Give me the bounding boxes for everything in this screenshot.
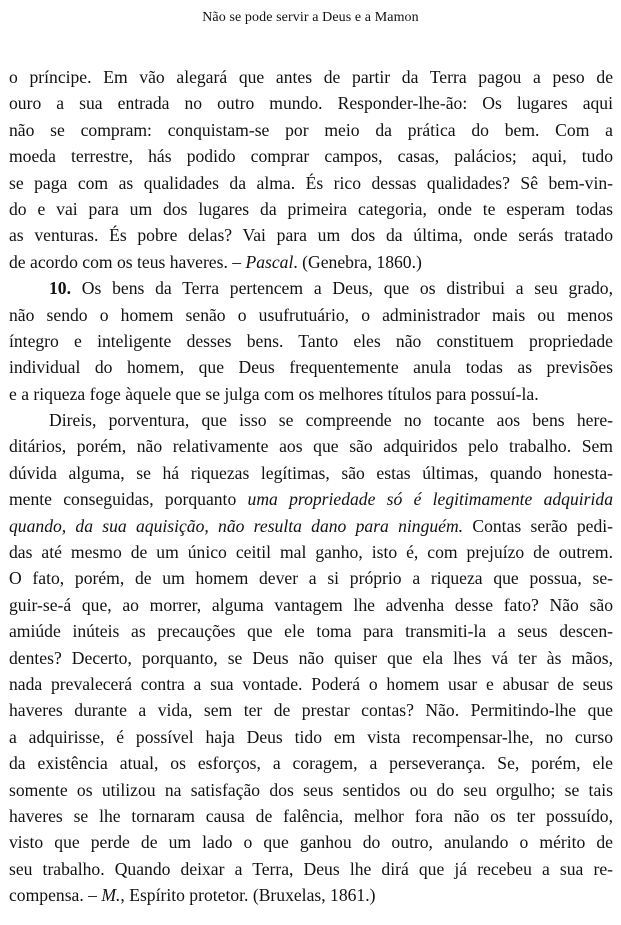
text-line bbox=[9, 90, 613, 116]
italic-text: M. bbox=[101, 885, 121, 906]
text-run: . (Genebra, 1860.) bbox=[293, 251, 422, 272]
paragraph-number: 10. bbox=[49, 278, 71, 299]
text-run: , Espírito protetor. (Bruxelas, 1861.) bbox=[120, 885, 376, 906]
text-run: da existência atual, os esforços, a coragem, a perseverança. Se, porém, ele bbox=[9, 753, 613, 774]
text-run: guir-se-á que, ao morrer, alguma vantagem lhe advenha desse fato? Não são bbox=[9, 594, 613, 615]
text-run: das até mesmo de um único ceitil mal ganho, isto é, com prejuízo de outrem. bbox=[9, 542, 613, 563]
text-run: haveres durante a vida, sem ter de prestar contas? Não. Permitindo-lhe que bbox=[9, 700, 613, 721]
text-run: Os bens da Terra pertencem a Deus, que os distribui a seu grado, bbox=[71, 278, 613, 299]
text-run: seu trabalho. Quando deixar a Terra, Deus lhe dirá que já recebeu a sua re- bbox=[9, 858, 613, 879]
text-line bbox=[9, 222, 613, 248]
text-line bbox=[9, 513, 613, 539]
italic-text: uma propriedade só é legitimamente adquirida bbox=[247, 489, 613, 510]
text-run: visto que perde de um lado o que ganhou do outro, anulando o mérito de bbox=[9, 832, 613, 853]
text-line bbox=[9, 249, 613, 275]
text-run: O fato, porém, de um homem dever a si próprio a riqueza que possua, se- bbox=[9, 568, 613, 589]
text-line bbox=[9, 381, 613, 407]
text-run: a adquirisse, é possível haja Deus tido em vista recompensar-lhe, no curso bbox=[9, 726, 613, 747]
text-run: íntegro e inteligente desses bens. Tanto eles não constituem propriedade bbox=[9, 330, 613, 351]
text-run: compensa. – bbox=[9, 885, 102, 906]
text-run: mente conseguidas, porquanto bbox=[9, 489, 248, 510]
text-line bbox=[9, 803, 613, 829]
text-line bbox=[9, 170, 613, 196]
text-run: não sendo o homem senão o usufrutuário, o administrador mais ou menos bbox=[9, 304, 613, 325]
text-line bbox=[9, 460, 613, 486]
text-line bbox=[9, 645, 613, 671]
text-run: ouro a sua entrada no outro mundo. Responder-lhe-ão: Os lugares aqui bbox=[9, 93, 613, 114]
text-line bbox=[9, 671, 613, 697]
text-run: se paga com as qualidades da alma. És rico dessas qualidades? Sê bem-vin- bbox=[9, 172, 613, 193]
text-line bbox=[9, 750, 613, 776]
text-line bbox=[9, 486, 613, 512]
text-run: de acordo com os teus haveres. – bbox=[9, 251, 246, 272]
text-run: Direis, porventura, que isso se compreende no tocante aos bens here- bbox=[49, 410, 613, 431]
text-run: do e vai para um dos lugares da primeira categoria, onde te esperam todas bbox=[9, 198, 613, 219]
text-run: Contas serão pedi- bbox=[463, 515, 613, 536]
running-head-title: Não se pode servir a Deus e a Mamon bbox=[202, 10, 419, 25]
text-run: ditários, porém, não relativamente aos que são adquiridos pelo trabalho. Sem bbox=[9, 436, 613, 457]
text-line bbox=[9, 856, 613, 882]
text-line bbox=[9, 64, 613, 90]
text-run: dúvida alguma, se há riquezas legítimas, são estas últimas, quando honesta- bbox=[9, 462, 613, 483]
text-line bbox=[9, 117, 613, 143]
italic-text: quando, da sua aquisição, não resulta dano para ninguém. bbox=[9, 515, 464, 536]
text-run: amiúde inúteis as precauções que ele toma para transmiti-la a seus descen- bbox=[9, 621, 613, 642]
text-line bbox=[9, 433, 613, 459]
text-line bbox=[9, 539, 613, 565]
text-run: não se compram: conquistam-se por meio da prática do bem. Com a bbox=[9, 119, 613, 140]
text-run: individual do homem, que Deus frequentemente anula todas as previsões bbox=[9, 357, 613, 378]
text-line bbox=[9, 302, 613, 328]
text-line bbox=[9, 143, 613, 169]
text-line bbox=[9, 275, 613, 301]
text-line bbox=[9, 592, 613, 618]
text-run: nada prevalecerá contra a sua vontade. Poderá o homem usar e abusar de seus bbox=[9, 673, 613, 694]
text-line bbox=[9, 407, 613, 433]
text-run: as venturas. És pobre delas? Vai para um dos da última, onde serás tratado bbox=[9, 225, 613, 246]
text-line bbox=[9, 354, 613, 380]
body-text bbox=[9, 64, 613, 909]
text-line bbox=[9, 328, 613, 354]
text-run: somente os utilizou na satisfação dos seus sentidos ou do seu orgulho; se tais bbox=[9, 779, 613, 800]
text-run: dentes? Decerto, porquanto, se Deus não quiser que ela lhes vá ter às mãos, bbox=[9, 647, 613, 668]
italic-text: Pascal bbox=[245, 251, 294, 272]
text-run: moeda terrestre, hás podido comprar campos, casas, palácios; aqui, tudo bbox=[9, 146, 613, 167]
text-line bbox=[9, 724, 613, 750]
text-line bbox=[9, 618, 613, 644]
text-line bbox=[9, 829, 613, 855]
text-run: haveres se lhe tornaram causa de falência, melhor fora não os ter possuído, bbox=[9, 805, 613, 826]
text-line bbox=[9, 565, 613, 591]
text-run: o príncipe. Em vão alegará que antes de partir da Terra pagou a peso de bbox=[9, 67, 613, 87]
text-line bbox=[9, 777, 613, 803]
text-line bbox=[9, 697, 613, 723]
text-line bbox=[9, 196, 613, 222]
text-line bbox=[9, 882, 613, 908]
text-run: e a riqueza foge àquele que se julga com os melhores títulos para possuí-la. bbox=[9, 383, 539, 404]
